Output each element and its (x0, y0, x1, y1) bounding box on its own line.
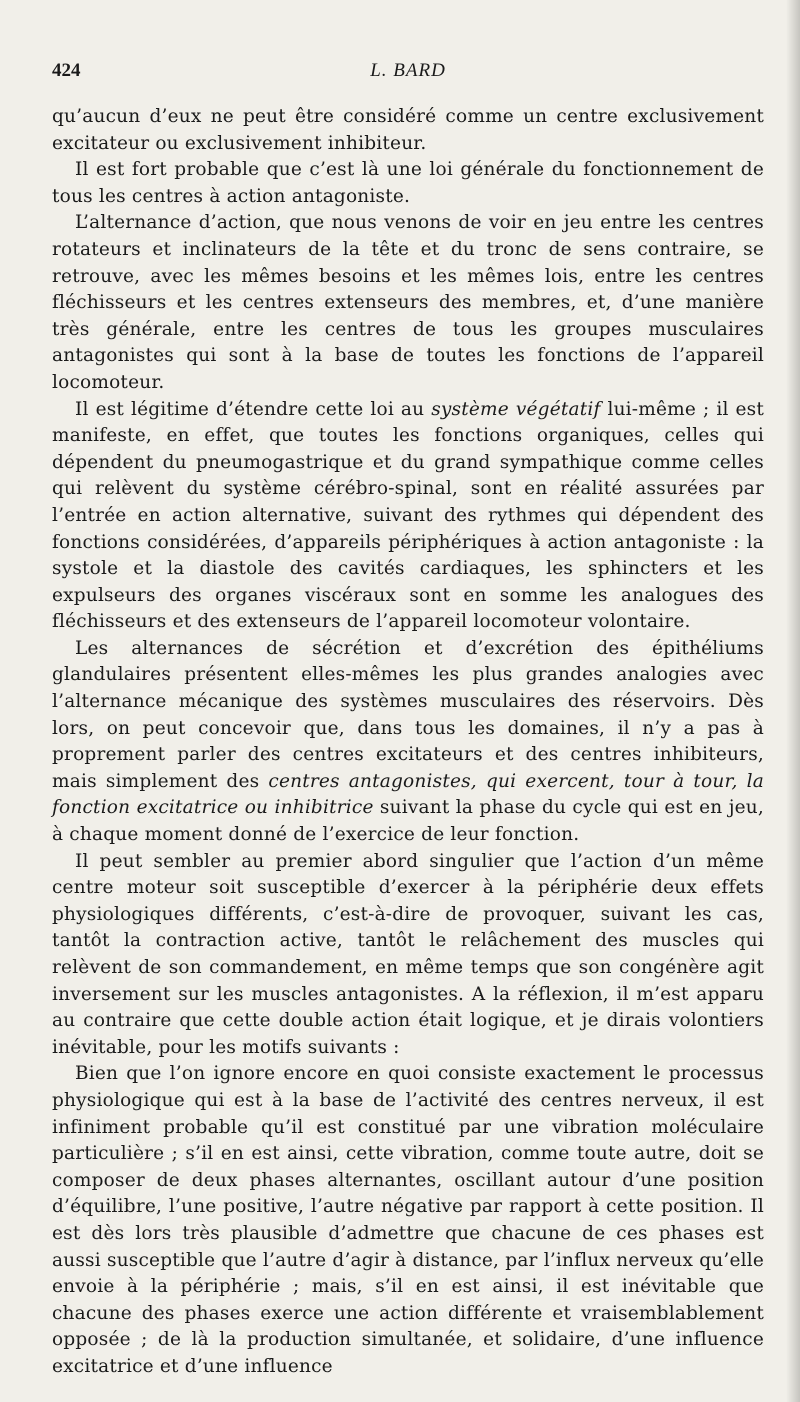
text-run: Les alternances de sécrétion et d’excrétion des épithéliums glandulaires présentent elles-mêmes les plus grandes analogies avec l’alternance mécanique des systèmes musculaires des réservoirs. Dès lors, on peut concevoir que, dans tous les domaines, il n’y a pas à proprement parler des centres excitateurs et des centres inhibiteurs, mais simplement des (52, 637, 764, 792)
paragraph (52, 104, 764, 157)
italic-text: centres antagonistes, qui exercent, tour à tour, la fonction excitatrice ou inhibitrice (52, 770, 764, 819)
paragraph (52, 397, 764, 636)
paragraph (52, 157, 764, 210)
text-run: Il est légitime d’étendre cette loi au (75, 398, 432, 420)
text-run: qu’aucun d’eux ne peut être considéré comme un centre exclusivement excitateur ou exclusivement inhibiteur. (52, 106, 764, 154)
page-number: 424 (52, 60, 81, 81)
text-run: Bien que l’on ignore encore en quoi consiste exactement le processus physiologique qui est à la base de l’activité des centres nerveux, il est infiniment probable qu’il est constitué par une vibration moléculaire particulière ; s’il en est ainsi, cette vibration, comme toute autre, doit se composer de deux phases alternantes, oscillant autour d’une position d’équilibre, l’une positive, l’autre négative par rapport à cette position. Il est dès lors très plausible d’admettre que chacune de ces phases est aussi susceptible que l’autre d’agir à distance, par l’influx nerveux qu’elle envoie à la périphérie ; mais, s’il en est ainsi, il est inévitable que chacune des phases exerce une action différente et vraisemblablement opposée ; de là la production simultanée, et solidaire, d’une influence excitatrice et d’une influence (52, 1063, 764, 1377)
body-text (52, 104, 764, 1381)
page-edge-shadow (786, 0, 800, 1402)
text-run: Il peut sembler au premier abord singulier que l’action d’un même centre moteur soit susceptible d’exercer à la périphérie deux effets physiologiques différents, c’est-à-dire de provoquer, suivant les cas, tantôt la contraction active, tantôt le relâchement des muscles qui relèvent de son commandement, en même temps que son congénère agit inversement sur les muscles antagonistes. A la réflexion, il m’est apparu au contraire que cette double action était logique, et je dirais volontiers inévitable, pour les motifs suivants : (52, 850, 764, 1058)
paragraph (52, 849, 764, 1062)
paragraph (52, 1061, 764, 1380)
text-run: L’alternance d’action, que nous venons de voir en jeu entre les centres rotateurs et inclinateurs de la tête et du tronc de sens contraire, se retrouve, avec les mêmes besoins et les mêmes lois, entre les centres fléchisseurs et les centres extenseurs des membres, et, d’une manière très générale, entre les centres de tous les groupes musculaires antagonistes qui sont à la base de toutes les fonctions de l’appareil locomoteur. (52, 212, 764, 393)
paragraph (52, 210, 764, 396)
book-page (52, 60, 764, 1381)
text-run: Il est fort probable que c’est là une loi générale du fonctionnement de tous les centres à action antagoniste. (52, 159, 764, 207)
running-head: L. BARD (370, 60, 446, 81)
paragraph (52, 636, 764, 849)
italic-text: système végétatif (431, 398, 601, 420)
page-header (52, 60, 764, 90)
text-run: lui-même ; il est manifeste, en effet, que toutes les fonctions organiques, celles qui dépendent du pneumogastrique et du grand sympathique comme celles qui relèvent du système cérébro-spinal, sont en réalité assurées par l’entrée en action alternative, suivant des rythmes qui dépendent des fonctions considérées, d’appareils périphériques à action antagoniste : la systole et la diastole des cavités cardiaques, les sphincters et les expulseurs des organes viscéraux sont en somme les analogues des fléchisseurs et des extenseurs de l’appareil locomoteur volontaire. (52, 398, 764, 633)
text-run: suivant la phase du cycle qui est en jeu, à chaque moment donné de l’exercice de leur fonction. (52, 797, 764, 846)
